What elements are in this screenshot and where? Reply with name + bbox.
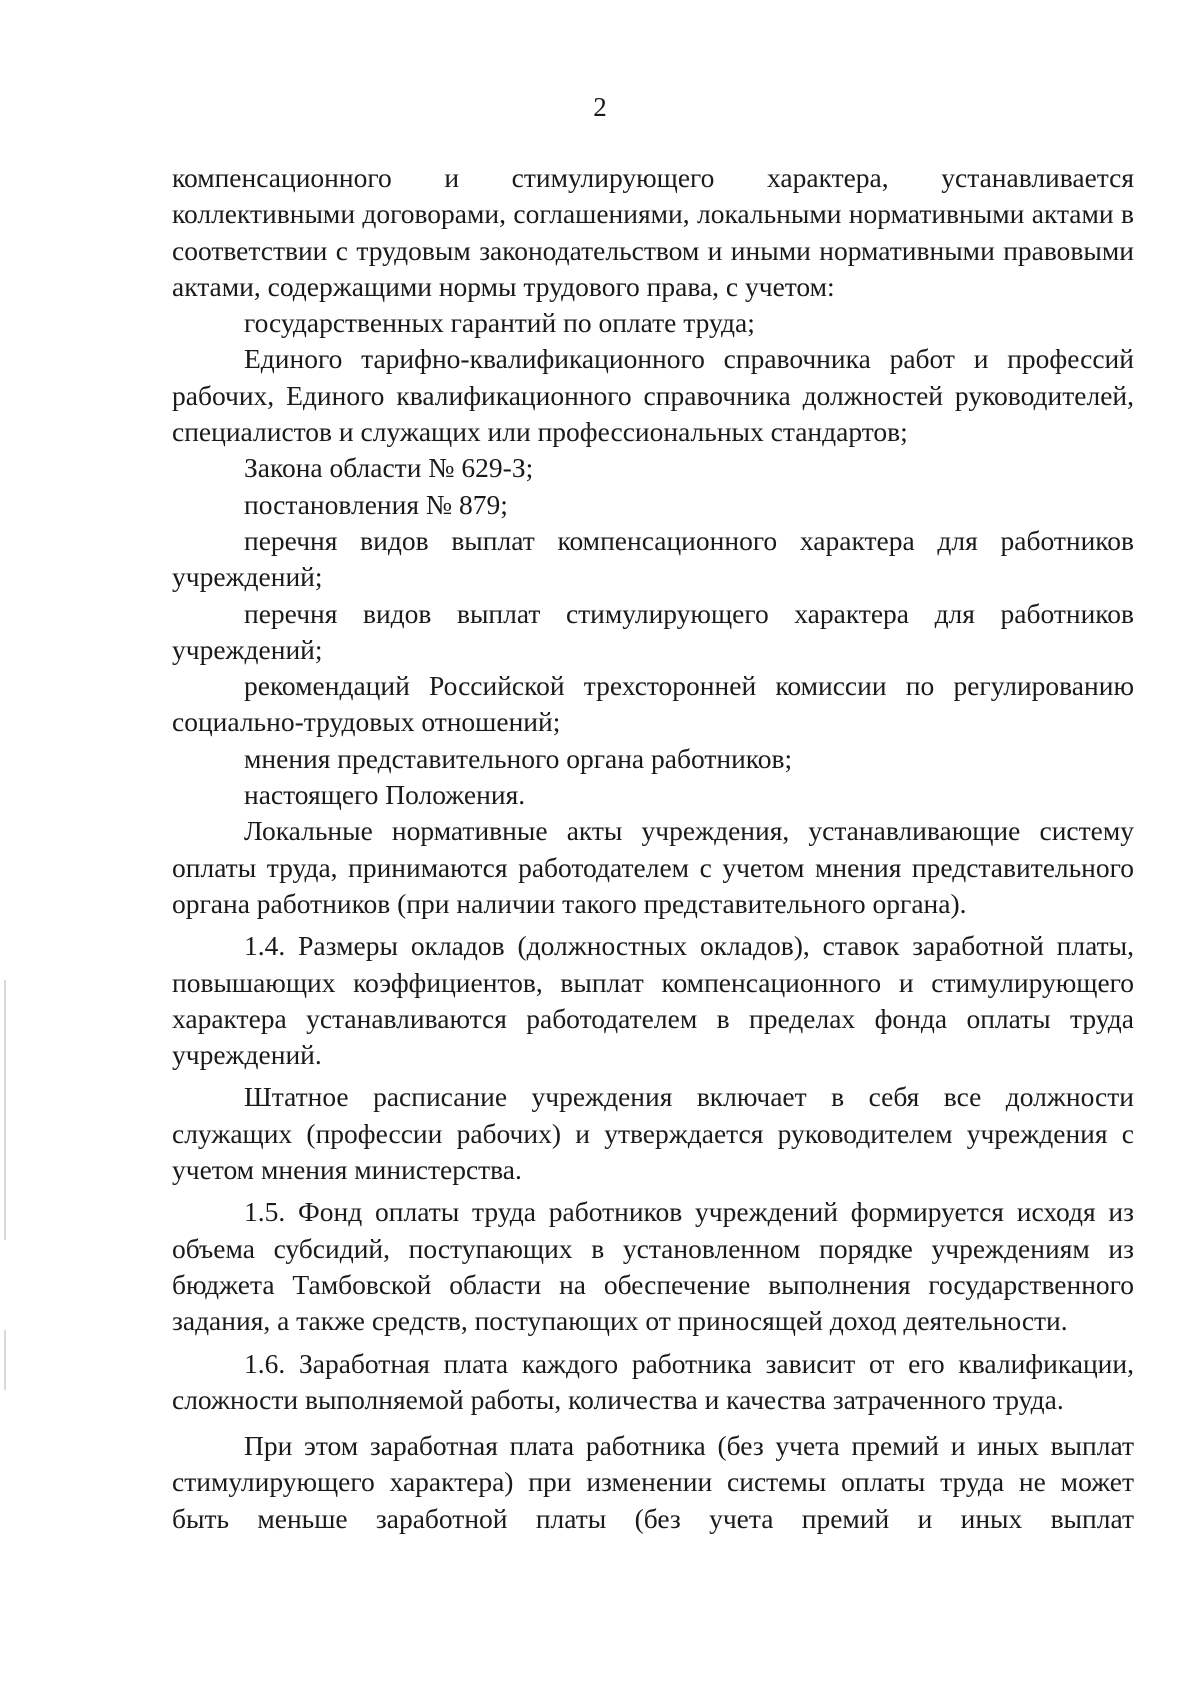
paragraph: рекомендаций Российской трехсторонней комиссии по регулированию социально-трудовых отношений; <box>172 670 1134 738</box>
paragraph: государственных гарантий по оплате труда; <box>244 307 755 339</box>
scan-edge-mark <box>4 980 6 1240</box>
paragraph: настоящего Положения. <box>244 779 526 811</box>
paragraph: Локальные нормативные акты учреждения, устанавливающие систему оплаты труда, принимаются работодателем с учетом мнения представительного органа работников (при наличии такого представительного органа). <box>172 815 1134 919</box>
paragraph: Единого тарифно-квалификационного справочника работ и профессий рабочих, Единого квалификационного справочника должностей руководителей, специалистов и служащих или профессиональных стандартов; <box>172 343 1134 448</box>
scan-edge-mark <box>4 1330 6 1390</box>
document-body <box>172 160 1134 1537</box>
paragraph: Закона области № 629-З; <box>244 452 534 484</box>
paragraph: 1.6. Заработная плата каждого работника зависит от его квалификации, сложности выполняемой работы, количества и качества затраченного труда. <box>172 1347 1134 1415</box>
page-number: 2 <box>593 92 607 122</box>
paragraph: постановления № 879; <box>244 488 508 520</box>
paragraph: 1.5. Фонд оплаты труда работников учреждений формируется исходя из объема субсидий, поступающих в установленном порядке учреждениям из бюджета Тамбовской области на обеспечение выполнения государственного задания, а также средств, поступающих от приносящей доход деятельности. <box>172 1196 1134 1337</box>
paragraph: перечня видов выплат стимулирующего характера для работников учреждений; <box>172 597 1134 665</box>
paragraph: компенсационного и стимулирующего характера, устанавливается коллективными договорами, соглашениями, локальными нормативными актами в соответствии с трудовым законодательством и иными нормативными правовыми актами, содержащими нормы трудового права, с учетом: <box>172 162 1134 302</box>
paragraph: 1.4. Размеры окладов (должностных окладов), ставок заработной платы, повышающих коэффициентов, выплат компенсационного и стимулирующего характера устанавливаются работодателем в пределах фонда оплаты труда учреждений. <box>172 930 1134 1071</box>
paragraph: При этом заработная плата работника (без учета премий и иных выплат стимулирующего характера) при изменении системы оплаты труда не может быть меньше заработной платы (без учета премий и иных выплат <box>172 1430 1134 1534</box>
paragraph: перечня видов выплат компенсационного характера для работников учреждений; <box>172 524 1134 593</box>
paragraph: Штатное расписание учреждения включает в себя все должности служащих (профессии рабочих) и утверждается руководителем учреждения с учетом мнения министерства. <box>172 1081 1134 1186</box>
paragraph: мнения представительного органа работников; <box>244 742 793 774</box>
